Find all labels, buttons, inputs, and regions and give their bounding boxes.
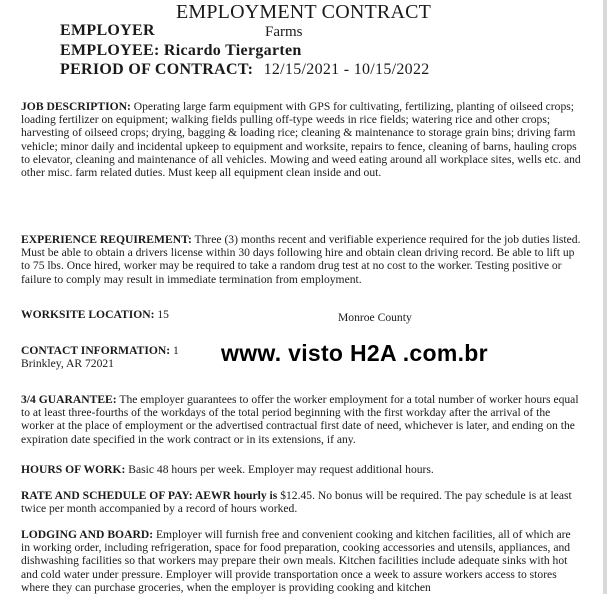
job-label: JOB DESCRIPTION: [21,100,131,113]
period-value: 12/15/2021 - 10/15/2022 [263,61,430,78]
experience-label: EXPERIENCE REQUIREMENT: [21,233,192,246]
employer-line [60,22,155,40]
rate-text: $12.45. No bonus will be required. The pay schedule is at least twice per month accompanied by a record of hours worked. [21,489,572,516]
contact-label: CONTACT INFORMATION: [21,344,171,357]
experience-requirement [21,233,581,286]
worksite-label: WORKSITE LOCATION: [21,308,155,321]
employer-label: EMPLOYER [60,22,155,39]
worksite-county: Monroe County [338,311,412,324]
guarantee-text: The employer guarantees to offer the worker employment for a total number of worker hours equal to at least three-fourths of the workdays of the total period beginning with the first workday after the arrival of the worker at the place of employment or the advertised contractual first date of need, whichever is later, and ending on the expiration date specified in the work contract or in its extensions, if any. [21,393,579,446]
job-text: Operating large farm equipment with GPS for cultivating, fertilizing, planting of oilseed crops; loading fertilizer on equipment; walking fields pulling off-type weeds in rice fields; watering rice and other crops; harvesting of oilseed crops; drying, bagging & loading rice; cleaning & maintenance to storage grain bins; driving farm vehicle; minor daily and incidental upkeep to equipment and worksite, repairs to fence, cleaning of barns, hauling crops to elevator, cleaning and maintenance of all vehicles. Mowing and weed eating around all workplace sites, wells etc. and other misc. farm related duties. Must keep all equipment clean inside and out. [21,100,581,180]
rate-label: RATE AND SCHEDULE OF PAY: AEWR hourly is [21,489,278,502]
hours-of-work [21,463,581,476]
rate-and-schedule [21,489,581,515]
employer-value: Farms [265,24,303,40]
contact-text: 1 [173,344,179,357]
document-title: EMPLOYMENT CONTRACT [175,1,432,23]
job-description [21,100,581,179]
experience-text: Three (3) months recent and verifiable experience required for the job duties listed. Must be able to obtain a drivers license within 30 days following hire and obtain clean driving record. Be able to lift up to 75 lbs. Once hired, worker may be required to take a random drug test at no cost to the worker. Testing positive or failure to comply may result in immediate termination from employment. [21,233,581,286]
watermark: www. visto H2A .com.br [221,340,488,366]
worksite-location [21,308,581,321]
lodging-label: LODGING AND BOARD: [21,528,154,541]
period-label: PERIOD OF CONTRACT: [60,61,254,78]
guarantee-label: 3/4 GUARANTEE: [21,393,117,406]
employee-label: EMPLOYEE: [60,42,160,59]
lodging-and-board [21,528,581,594]
period-line [60,61,430,79]
contact-city: Brinkley, AR 72021 [21,357,114,371]
hours-label: HOURS OF WORK: [21,463,126,476]
hours-text: Basic 48 hours per week. Employer may request additional hours. [128,463,434,476]
employee-value: Ricardo Tiergarten [163,42,302,59]
worksite-text: 15 [157,308,169,321]
three-quarter-guarantee [21,393,581,446]
employee-line [60,42,302,60]
lodging-text: Employer will furnish free and convenient cooking and kitchen facilities, all of which are in working order, including refrigeration, space for food preparation, cooking accessories and utensils, appliances, and dishwashing facilities so that workers may prepare their own meals. Kitchen facilities include adequate sinks with hot and cold water under pressure. Employer will provide transportation once a week to assure workers access to stores where they can purchase groceries, when the employer is providing cooking and kitchen [21,528,571,594]
page-edge [603,0,607,594]
